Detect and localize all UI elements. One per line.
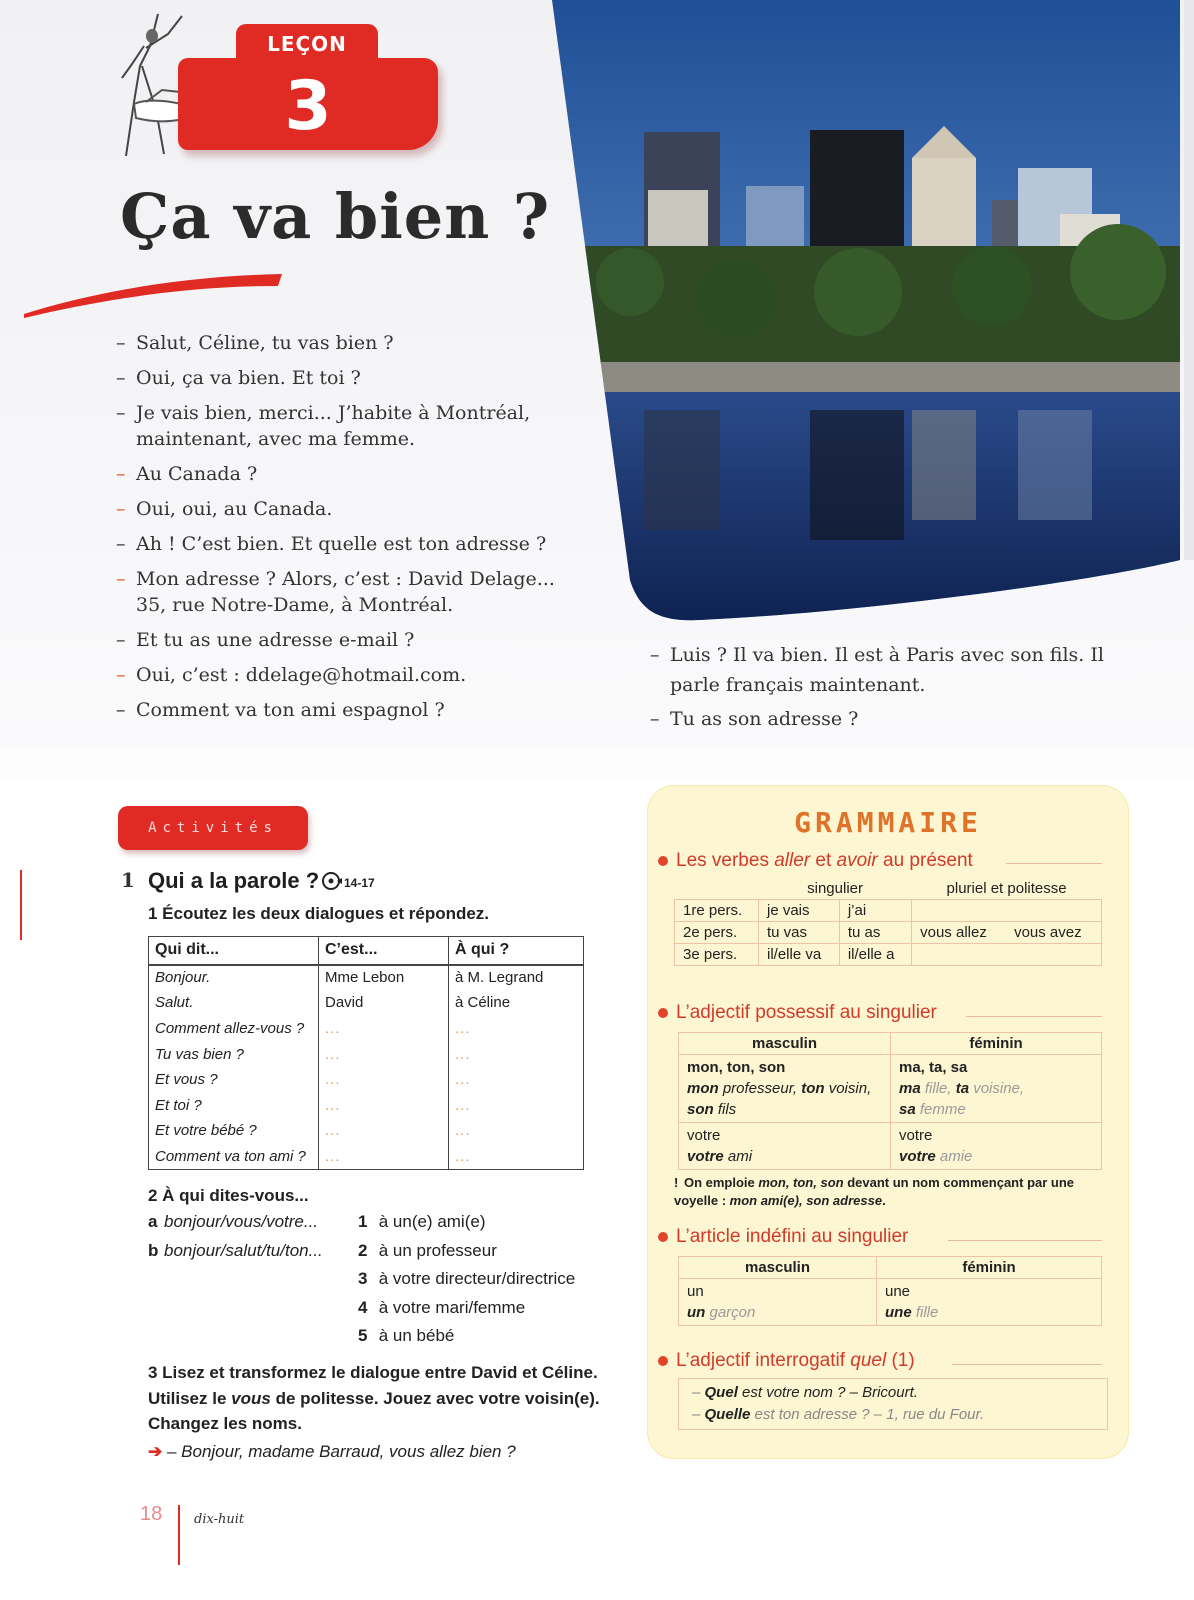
table-header-row [675, 878, 1102, 900]
exclamation-icon: ! [674, 1175, 679, 1190]
table-row [149, 1016, 584, 1042]
table-cell: ma, ta, sa ma fille, ta voisine, sa femme [891, 1055, 1102, 1123]
table-row [679, 1055, 1102, 1123]
table-cell: David [319, 990, 449, 1016]
who-says-table [148, 936, 584, 1170]
table-cell: Et votre bébé ? [149, 1118, 319, 1144]
table-cell: Et vous ? [149, 1067, 319, 1093]
bullet-icon [658, 1008, 668, 1018]
dialogue-line: – Mon adresse ? Alors, c’est : David Delage... 35, rue Notre-Dame, à Montréal. [116, 566, 586, 618]
table-header: pluriel et politesse [946, 880, 1067, 897]
instruction-3-text: de politesse. Jouez avec votre voisin(e). Changez les noms. [148, 1388, 600, 1433]
table-header: singulier [807, 880, 863, 897]
table-row [675, 944, 1102, 966]
option-letter: b [148, 1240, 159, 1260]
lesson-badge-body [178, 58, 438, 150]
dialogue-line: – Oui, oui, au Canada. [116, 496, 586, 522]
table-cell-blank[interactable]: ... [319, 1016, 449, 1042]
instruction-2: 2 À qui dites-vous... [148, 1186, 309, 1205]
verbs-section-title: Les verbes aller et avoir au présent [658, 850, 973, 872]
table-cell: Comment allez-vous ? [149, 1016, 319, 1042]
page-number-word: dix-huit [194, 1512, 245, 1527]
table-header: À qui ? [449, 937, 584, 965]
table-row [149, 1118, 584, 1144]
section-rule [966, 1016, 1102, 1017]
table-cell [1006, 900, 1101, 922]
section-rule [948, 1240, 1102, 1241]
table-header-row [679, 1033, 1102, 1055]
table-header: féminin [877, 1257, 1102, 1279]
table-cell: j’ai [839, 900, 911, 922]
dialogue-line: – Au Canada ? [116, 461, 586, 487]
option-letter: a [148, 1212, 158, 1231]
table-header-row [679, 1257, 1102, 1279]
possessive-table [678, 1032, 1102, 1170]
article-table [678, 1256, 1102, 1326]
option-number: 2 [358, 1240, 368, 1260]
table-row [149, 990, 584, 1016]
dialogue-line: – Je vais bien, merci... J’habite à Montréal, maintenant, avec ma femme. [116, 400, 586, 452]
bullet-icon [658, 1356, 668, 1366]
table-cell: votre votre ami [679, 1123, 891, 1170]
option-number: 4 [358, 1297, 368, 1317]
table-header-row [149, 937, 584, 965]
list-item [148, 1241, 323, 1270]
dialogue-line: – Et tu as une adresse e-mail ? [116, 627, 586, 653]
option-text: bonjour/salut/tu/ton... [164, 1240, 323, 1260]
lesson-tab-label: LEÇON [236, 24, 378, 64]
option-text: à un bébé [378, 1326, 455, 1345]
table-cell: il/elle va [759, 944, 840, 966]
arrow-icon: ➔ [148, 1442, 163, 1461]
table-row [675, 900, 1102, 922]
table-row [679, 1123, 1102, 1170]
instruction-3-text: 3 Lisez et transformez le dialogue entre David et Céline. Utilisez le [148, 1363, 598, 1408]
table-cell: à Céline [449, 990, 584, 1016]
table-cell: vous avez [1006, 922, 1101, 944]
table-cell: un un garçon [679, 1279, 877, 1326]
margin-marker [20, 870, 22, 940]
option-number: 5 [358, 1326, 368, 1345]
table-cell: Mme Lebon [319, 965, 449, 991]
table-cell: 1re pers. [675, 900, 759, 922]
table-header: masculin [679, 1033, 891, 1055]
example-line [148, 1442, 516, 1462]
option-text: à votre directeur/directrice [378, 1269, 576, 1288]
letter-options [148, 1212, 323, 1269]
option-text: à un professeur [378, 1240, 497, 1260]
exercise-title: Qui a la parole ? [148, 868, 320, 893]
table-cell-blank[interactable]: ... [319, 1118, 449, 1144]
table-row [149, 1092, 584, 1118]
instruction-3-emphasis: vous [231, 1388, 271, 1408]
table-header: féminin [891, 1033, 1102, 1055]
montreal-skyline-photo [540, 0, 1194, 640]
table-cell: Tu vas bien ? [149, 1041, 319, 1067]
list-item [358, 1298, 575, 1327]
table-cell [912, 944, 1006, 966]
table-cell-blank[interactable]: ... [449, 1067, 584, 1093]
option-number: 3 [358, 1269, 368, 1288]
list-item [358, 1212, 575, 1241]
table-row [675, 922, 1102, 944]
page-title: Ça va bien ? [120, 180, 551, 253]
table-header: masculin [679, 1257, 877, 1279]
instruction-3 [148, 1360, 608, 1437]
table-header: C’est... [319, 937, 449, 965]
audio-track-reference: 14-17 [344, 876, 375, 890]
dialogue-line: – Tu as son adresse ? [650, 704, 1110, 734]
table-cell-blank[interactable]: ... [449, 1118, 584, 1144]
table-cell-blank[interactable]: ... [319, 1067, 449, 1093]
list-item [358, 1241, 575, 1270]
table-cell: il/elle a [839, 944, 911, 966]
table-cell: tu as [839, 922, 911, 944]
table-cell-blank[interactable]: ... [319, 1144, 449, 1170]
audio-cd-icon [320, 870, 342, 892]
dialogue-line: – Comment va ton ami espagnol ? [116, 697, 586, 723]
table-cell: votre votre amie [891, 1123, 1102, 1170]
table-cell-blank[interactable]: ... [319, 1041, 449, 1067]
table-cell: je vais [759, 900, 840, 922]
table-row [679, 1279, 1102, 1326]
example-text: – Bonjour, madame Barraud, vous allez bien ? [166, 1442, 516, 1461]
table-row [149, 1067, 584, 1093]
interrogative-section-title: L’adjectif interrogatif quel (1) [658, 1350, 915, 1372]
table-cell-blank[interactable]: ... [449, 1144, 584, 1170]
table-row [149, 1144, 584, 1170]
table-cell: mon, ton, son mon professeur, ton voisin, son fils [679, 1055, 891, 1123]
section-rule [952, 1364, 1102, 1365]
dialogue-line: – Luis ? Il va bien. Il est à Paris avec son fils. Il parle français maintenant. [650, 640, 1110, 700]
table-cell [1006, 944, 1101, 966]
table-cell [912, 900, 1006, 922]
dialogue-line: – Oui, c’est : ddelage@hotmail.com. [116, 662, 586, 688]
dialogue-line: – Ah ! C’est bien. Et quelle est ton adresse ? [116, 531, 586, 557]
possessive-section-title: L’adjectif possessif au singulier [658, 1002, 937, 1024]
example-line: – Quel est votre nom ? – Bricourt. [692, 1384, 918, 1401]
grammar-box [648, 786, 1128, 1458]
table-row [149, 965, 584, 991]
table-cell: Bonjour. [149, 965, 319, 991]
table-cell: Et toi ? [149, 1092, 319, 1118]
section-rule [1006, 863, 1102, 864]
option-text: à un(e) ami(e) [378, 1212, 486, 1231]
article-section-title: L’article indéfini au singulier [658, 1226, 908, 1248]
table-cell-blank[interactable]: ... [449, 1016, 584, 1042]
lesson-badge [178, 24, 438, 146]
example-line: – Quelle est ton adresse ? – 1, rue du Four. [692, 1406, 985, 1423]
option-number: 1 [358, 1212, 368, 1231]
dialogue-text [116, 330, 586, 732]
number-options [358, 1212, 575, 1355]
possessive-note: ! On emploie mon, ton, son devant un nom commençant par une voyelle : mon ami(e), son adresse. [674, 1175, 1075, 1208]
table-header: Qui dit... [149, 937, 319, 965]
table-cell-blank[interactable]: ... [319, 1092, 449, 1118]
table-row [149, 1041, 584, 1067]
table-cell: à M. Legrand [449, 965, 584, 991]
footer-divider [178, 1505, 180, 1565]
table-cell: 2e pers. [675, 922, 759, 944]
table-cell: 3e pers. [675, 944, 759, 966]
page-number: 18 [140, 1503, 163, 1525]
title-underline-swoosh [20, 262, 290, 322]
instruction-1: 1 Écoutez les deux dialogues et répondez. [148, 904, 490, 923]
table-cell-blank[interactable]: ... [449, 1092, 584, 1118]
lesson-number: 3 [284, 67, 332, 146]
activities-badge: Activités [118, 806, 308, 850]
table-cell: Salut. [149, 990, 319, 1016]
dialogue-line: – Oui, ça va bien. Et toi ? [116, 365, 586, 391]
list-item [148, 1212, 323, 1241]
table-cell: vous allez [912, 922, 1006, 944]
table-cell: Comment va ton ami ? [149, 1144, 319, 1170]
dialogue-text-right [650, 640, 1110, 738]
list-item [358, 1326, 575, 1355]
option-text: bonjour/vous/votre... [164, 1212, 319, 1231]
table-cell: tu vas [759, 922, 840, 944]
exercise-number: 1 [121, 868, 135, 892]
verbs-table [674, 878, 1102, 966]
bullet-icon [658, 1232, 668, 1242]
dialogue-line: – Salut, Céline, tu vas bien ? [116, 330, 586, 356]
list-item [358, 1269, 575, 1298]
option-text: à votre mari/femme [378, 1297, 526, 1317]
table-cell: une une fille [877, 1279, 1102, 1326]
table-cell-blank[interactable]: ... [449, 1041, 584, 1067]
grammar-title: GRAMMAIRE [794, 806, 982, 839]
bullet-icon [658, 856, 668, 866]
